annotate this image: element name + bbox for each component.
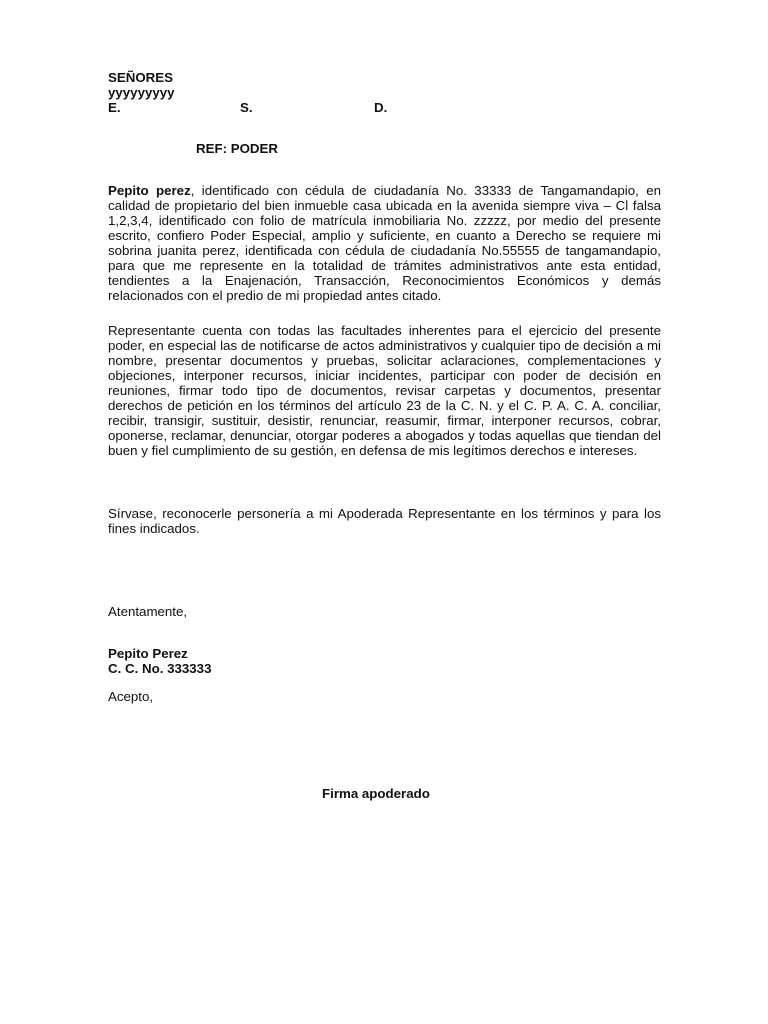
addressee-line-1: SEÑORES bbox=[108, 70, 174, 85]
signer-block bbox=[108, 646, 211, 676]
closing-salutation: Atentamente, bbox=[108, 604, 188, 619]
signer-name: Pepito Perez bbox=[108, 646, 188, 661]
paragraph-faculties: Representante cuenta con todas las facultades inherentes para el ejercicio del presente poder, en especial las de notificarse de actos administrativos y cualquier tipo de decisión a mi nombre, presentar documentos y pruebas, solicitar aclaraciones, complementaciones y objeciones, interponer recursos, iniciar incidentes, participar con poder de decisión en reuniones, firmar todo tipo de documentos, revisar carpetas y documentos, presentar derechos de petición en los términos del artículo 23 de la C. N. y el C. P. A. C. A. conciliar, recibir, transigir, sustituir, desistir, renunciar, reasumir, firmar, interponer recursos, cobrar, oponerse, reclamar, denunciar, otorgar poderes a abogados y todas aquellas que tiendan del buen y fiel cumplimiento de su gestión, en defensa de mis legítimos derechos e intereses. bbox=[108, 323, 661, 458]
paragraph-grant-of-power bbox=[108, 183, 661, 303]
signature-label: Firma apoderado bbox=[322, 786, 430, 801]
paragraph-request: Sírvase, reconocerle personería a mi Apoderada Representante en los términos y para los fines indicados. bbox=[108, 506, 661, 536]
addressee-s: S. bbox=[240, 100, 253, 115]
addressee-e: E. bbox=[108, 100, 121, 115]
addressee-d: D. bbox=[374, 100, 388, 115]
paragraph-1-text: , identificado con cédula de ciudadanía No. 33333 de Tangamandapio, en calidad de propietario del bien inmueble casa ubicada en la avenida siempre viva – Cl falsa 1,2,3,4, identificado con folio de matrícula inmobiliaria No. zzzzz, por medio del presente escrito, confiero Poder Especial, amplio y suficiente, en cuanto a Derecho se requiere mi sobrina juanita perez, identificada con cédula de ciudadanía No.55555 de tangamandapio, para que me represente en la totalidad de trámites administrativos ante esta entidad, tendientes a la Enajenación, Transacción, Reconocimientos Económicos y demás relacionados con el predio de mi propiedad antes citado. bbox=[108, 183, 661, 303]
acceptance-label: Acepto, bbox=[108, 689, 154, 704]
reference-heading: REF: PODER bbox=[196, 141, 279, 156]
addressee-block bbox=[108, 70, 388, 115]
grantor-name: Pepito perez bbox=[108, 183, 191, 198]
addressee-line-2: yyyyyyyyy bbox=[108, 85, 175, 100]
signer-id: C. C. No. 333333 bbox=[108, 661, 212, 676]
addressee-esd bbox=[108, 100, 388, 115]
